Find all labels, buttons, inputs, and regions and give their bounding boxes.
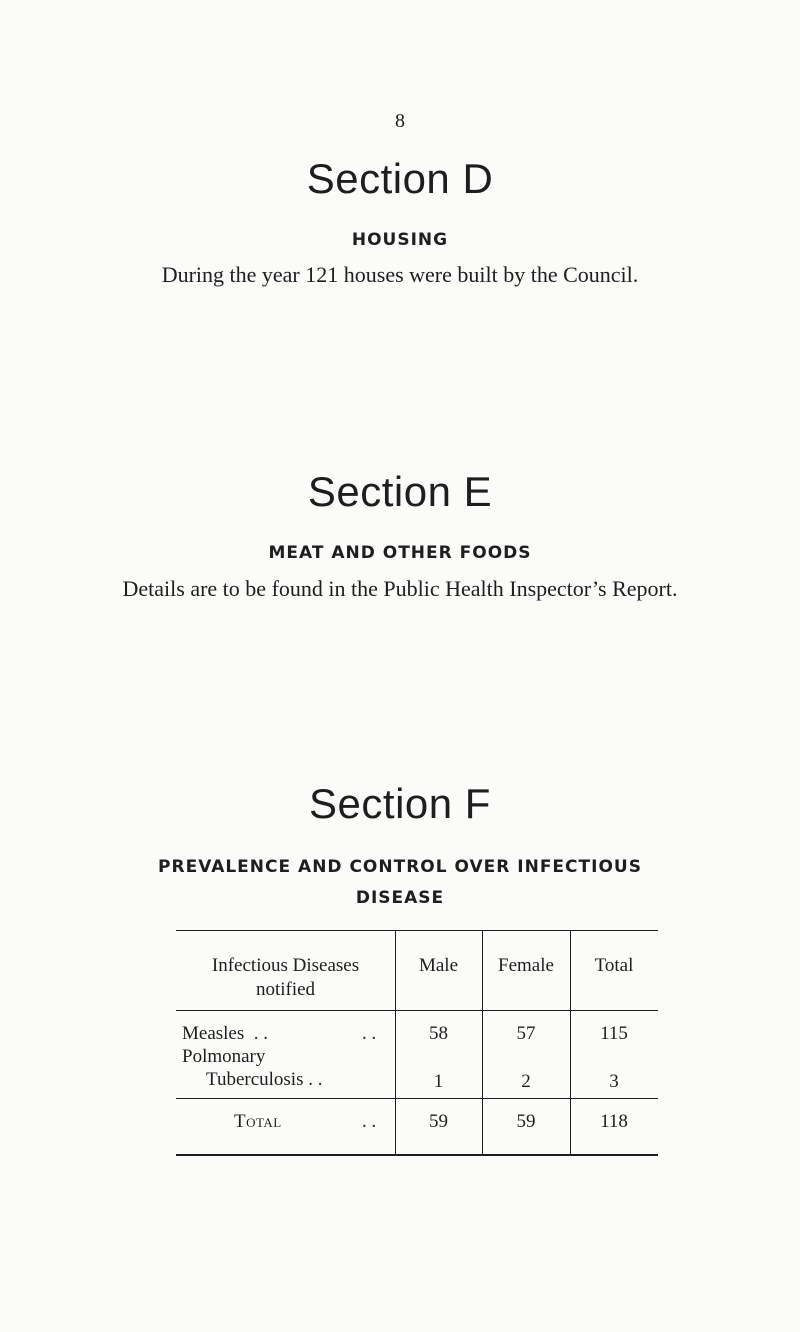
row-tb-label-line2: Tuberculosis . . [206,1069,323,1090]
table-top-rule [176,930,658,931]
total-row-total: 118 [600,1111,628,1132]
row-tb-total: 3 [609,1071,619,1092]
header-disease-line1: Infectious Diseases [211,955,360,976]
table-bottom-rule [176,1154,658,1156]
total-row-female: 59 [516,1111,536,1132]
row-tb-male: 1 [433,1071,444,1092]
row-tb-female: 2 [521,1071,531,1092]
section-f-subtitle-line2: DISEASE [355,888,445,908]
section-f-subtitle-line1: PREVALENCE AND CONTROL OVER INFECTIOUS [158,857,642,877]
header-disease-line2: notified [255,979,316,1000]
section-d-body: During the year 121 houses were built by the Council. [161,262,639,287]
section-e-subtitle: MEAT AND OTHER FOODS [268,543,532,563]
row-measles-female: 57 [516,1023,536,1044]
total-row-leader: . . [362,1111,377,1132]
section-d-title: Section D [306,155,494,202]
header-female: Female [498,955,554,976]
section-f-title: Section F [309,780,491,827]
header-male: Male [418,955,459,976]
total-row-male: 59 [429,1111,448,1132]
row-measles-total: 115 [600,1023,628,1044]
page-number: 8 [395,110,405,132]
section-d-subtitle: HOUSING [351,230,449,250]
section-e-title: Section E [307,468,493,515]
row-measles-label: Measles . . [182,1023,269,1044]
header-disease [176,954,395,1002]
row-tb-label-line1: Polmonary [182,1046,266,1067]
section-e-body: Details are to be found in the Public Health Inspector’s Report. [122,576,678,601]
row-measles-male: 58 [429,1023,448,1044]
header-bottom-rule [176,1010,658,1011]
row-measles-leader: . . [362,1023,377,1044]
total-top-rule [176,1098,658,1099]
infectious-disease-table [176,930,658,1156]
total-row-label: Total [234,1111,282,1132]
header-total: Total [594,955,634,976]
